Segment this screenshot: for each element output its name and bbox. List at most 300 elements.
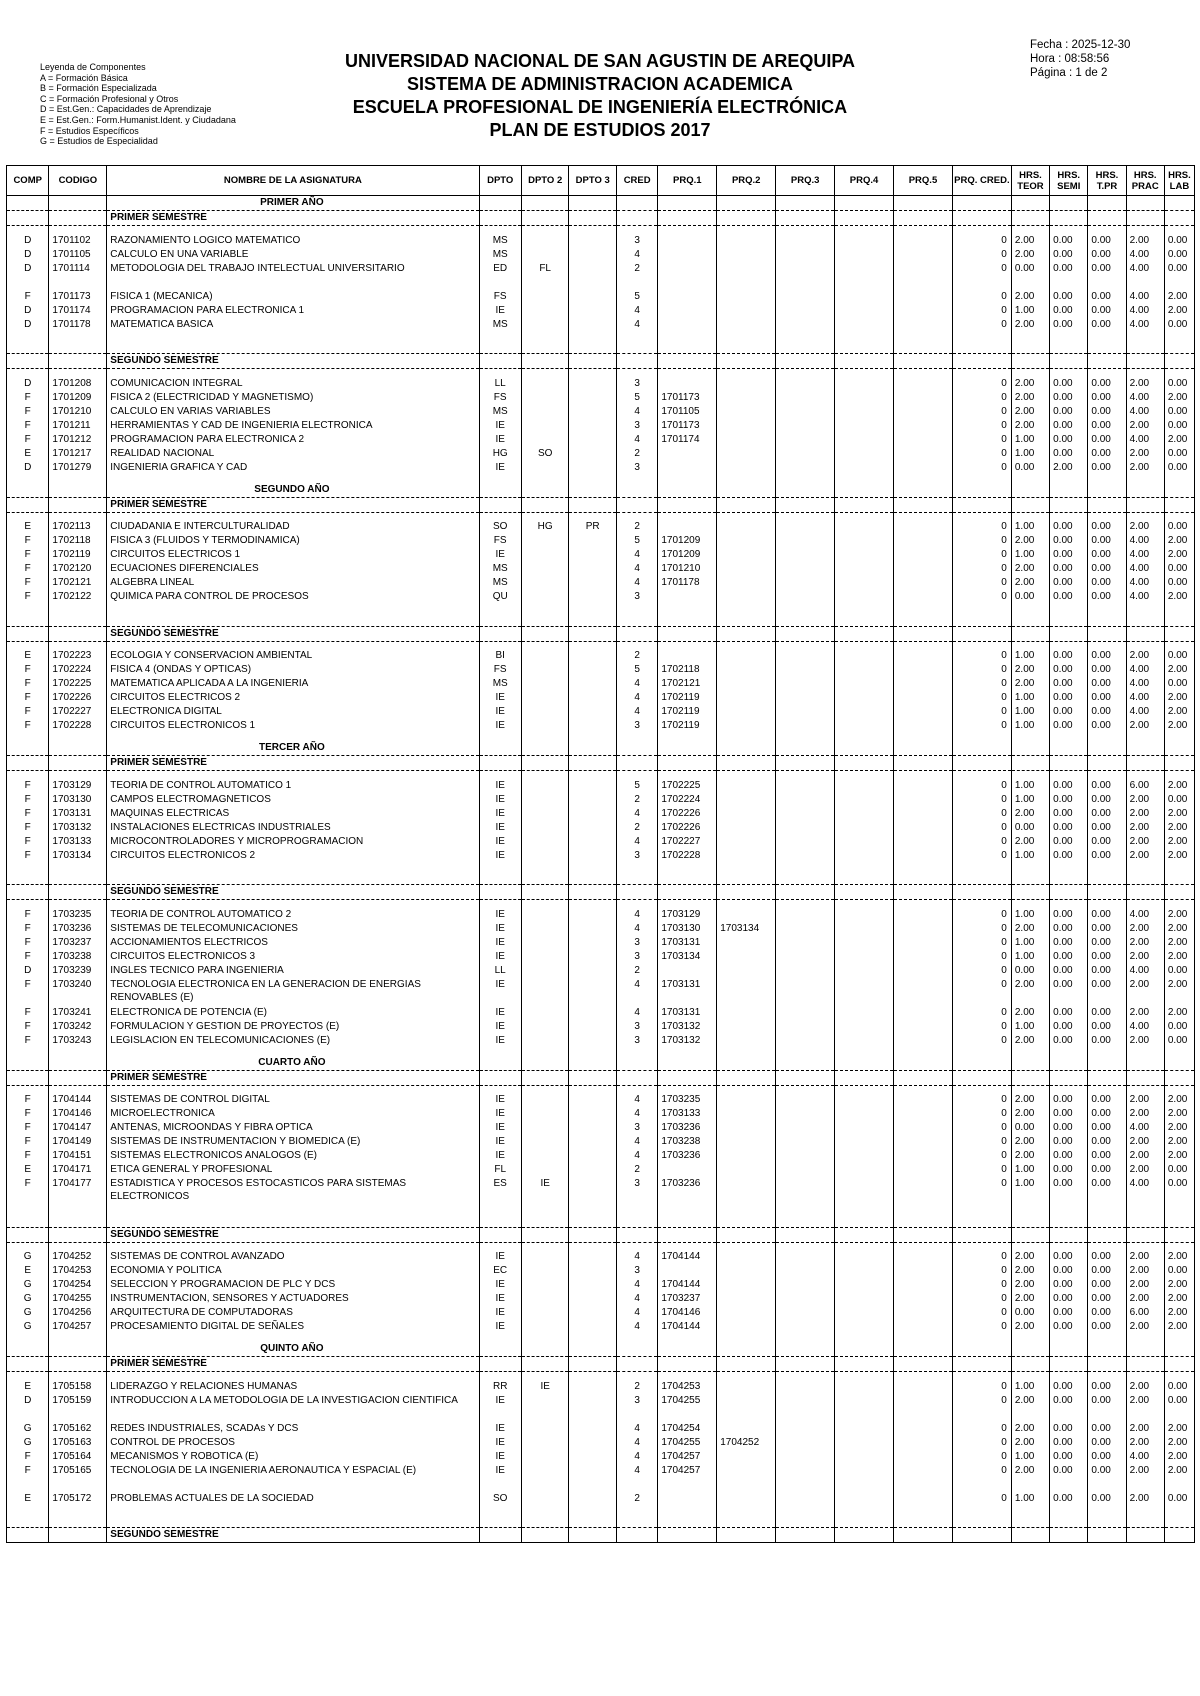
- cell-hrs-semi: 0.00: [1050, 1264, 1088, 1278]
- course-row: [7, 391, 1195, 405]
- cell-codigo: 1705163: [49, 1436, 107, 1450]
- cell-prq-5: [894, 849, 953, 863]
- cell-comp: F: [7, 1020, 49, 1034]
- cell-dpto: IE: [479, 1394, 521, 1422]
- cell-hrs-semi: 0.00: [1050, 1320, 1088, 1334]
- cell-hrs-teor: 2.00: [1011, 807, 1049, 821]
- cell-hrs-semi: 0.00: [1050, 447, 1088, 461]
- spacer-row: [7, 733, 1195, 741]
- cell-dpto-2: [521, 1020, 569, 1034]
- course-row: [7, 1264, 1195, 1278]
- cell-hrs-t-pr: 0.00: [1088, 1107, 1126, 1121]
- cell-prq-3: [776, 447, 835, 461]
- cell-dpto-2: [521, 1149, 569, 1163]
- cell-nombre-de-la-asignatura: CALCULO EN UNA VARIABLE: [107, 248, 479, 262]
- cell-prq-5: [894, 262, 953, 290]
- column-header: HRS. SEMI: [1050, 166, 1088, 196]
- cell-prq-3: [776, 461, 835, 475]
- cell-hrs-teor: 1.00: [1011, 793, 1049, 807]
- cell-prq-4: [835, 849, 894, 863]
- cell-nombre-de-la-asignatura: CAMPOS ELECTROMAGNETICOS: [107, 793, 479, 807]
- legend-item: B = Formación Especializada: [40, 83, 157, 94]
- cell-dpto: IE: [479, 807, 521, 821]
- course-row: [7, 1135, 1195, 1149]
- cell-hrs-lab: 0.00: [1164, 447, 1194, 461]
- legend-item: E = Est.Gen.: Form.Humanist.Ident. y Ciudadana: [40, 114, 236, 125]
- cell-prq-1: 1703132: [658, 1020, 717, 1034]
- cell-hrs-semi: 0.00: [1050, 663, 1088, 677]
- cell-cred: 2: [616, 821, 657, 835]
- cell-hrs-t-pr: 0.00: [1088, 590, 1126, 604]
- cell-prq-2: [717, 649, 776, 663]
- curriculum-table: [6, 165, 1195, 1543]
- course-row: [7, 433, 1195, 447]
- column-header: HRS. TEOR: [1011, 166, 1049, 196]
- cell-prq-1: 1703236: [658, 1149, 717, 1163]
- cell-prq-4: [835, 248, 894, 262]
- cell-dpto: QU: [479, 590, 521, 604]
- cell-prq-5: [894, 835, 953, 849]
- cell-nombre-de-la-asignatura: ANTENAS, MICROONDAS Y FIBRA OPTICA: [107, 1121, 479, 1135]
- cell-hrs-semi: 0.00: [1050, 1278, 1088, 1292]
- cell-prq-3: [776, 807, 835, 821]
- semester-heading-row: [7, 497, 1195, 512]
- cell-dpto-3: [569, 1292, 617, 1306]
- cell-hrs-semi: 0.00: [1050, 419, 1088, 433]
- cell-dpto-2: SO: [521, 447, 569, 461]
- cell-prq-2: [717, 1163, 776, 1177]
- cell-prq-cred: 0: [952, 1320, 1011, 1334]
- cell-prq-5: [894, 691, 953, 705]
- column-header: PRQ.3: [776, 166, 835, 196]
- cell-hrs-prac: 4.00: [1126, 391, 1164, 405]
- cell-dpto-2: [521, 377, 569, 391]
- cell-nombre-de-la-asignatura: CIRCUITOS ELECTRONICOS 1: [107, 719, 479, 733]
- cell-hrs-prac: 4.00: [1126, 908, 1164, 922]
- cell-hrs-semi: 0.00: [1050, 922, 1088, 936]
- cell-prq-5: [894, 1306, 953, 1320]
- cell-hrs-teor: 0.00: [1011, 964, 1049, 978]
- cell-cred: 2: [616, 1380, 657, 1394]
- cell-prq-1: 1701178: [658, 576, 717, 590]
- cell-cred: 2: [616, 262, 657, 290]
- cell-comp: F: [7, 576, 49, 590]
- cell-prq-2: 1703134: [717, 922, 776, 936]
- cell-prq-cred: 0: [952, 461, 1011, 475]
- column-header: PRQ. CRED.: [952, 166, 1011, 196]
- cell-hrs-semi: 0.00: [1050, 779, 1088, 793]
- cell-cred: 3: [616, 1020, 657, 1034]
- cell-hrs-t-pr: 0.00: [1088, 807, 1126, 821]
- semester-heading: SEGUNDO SEMESTRE: [107, 354, 479, 369]
- cell-hrs-lab: 0.00: [1164, 576, 1194, 590]
- cell-prq-5: [894, 779, 953, 793]
- cell-prq-1: [658, 1163, 717, 1177]
- cell-hrs-prac: 4.00: [1126, 304, 1164, 318]
- cell-dpto: IE: [479, 1422, 521, 1436]
- cell-dpto-3: [569, 234, 617, 248]
- cell-hrs-semi: 0.00: [1050, 793, 1088, 807]
- cell-nombre-de-la-asignatura: MATEMATICA APLICADA A LA INGENIERIA: [107, 677, 479, 691]
- cell-hrs-lab: 2.00: [1164, 1450, 1194, 1464]
- cell-prq-3: [776, 1177, 835, 1205]
- cell-nombre-de-la-asignatura: QUIMICA PARA CONTROL DE PROCESOS: [107, 590, 479, 604]
- cell-prq-cred: 0: [952, 391, 1011, 405]
- course-row: [7, 419, 1195, 433]
- cell-hrs-lab: 2.00: [1164, 1093, 1194, 1107]
- cell-prq-cred: 0: [952, 433, 1011, 447]
- title-line-school: ESCUELA PROFESIONAL DE INGENIERÍA ELECTRÓNICA: [352, 97, 848, 117]
- cell-comp: F: [7, 290, 49, 304]
- cell-prq-1: 1704255: [658, 1394, 717, 1422]
- cell-nombre-de-la-asignatura: TECNOLOGIA DE LA INGENIERIA AERONAUTICA Y ESPACIAL (E): [107, 1464, 479, 1492]
- cell-comp: G: [7, 1436, 49, 1450]
- course-row: [7, 290, 1195, 304]
- cell-hrs-prac: 4.00: [1126, 964, 1164, 978]
- cell-cred: 3: [616, 461, 657, 475]
- cell-comp: F: [7, 1121, 49, 1135]
- cell-nombre-de-la-asignatura: PROGRAMACION PARA ELECTRONICA 1: [107, 304, 479, 318]
- cell-hrs-teor: 2.00: [1011, 1292, 1049, 1306]
- cell-nombre-de-la-asignatura: CIRCUITOS ELECTRICOS 2: [107, 691, 479, 705]
- separator-row: [7, 612, 1195, 626]
- cell-hrs-prac: 2.00: [1126, 419, 1164, 433]
- cell-hrs-teor: 2.00: [1011, 922, 1049, 936]
- semester-heading: SEGUNDO SEMESTRE: [107, 626, 479, 641]
- year-heading-row: [7, 196, 1195, 211]
- cell-hrs-teor: 0.00: [1011, 821, 1049, 835]
- semester-heading-row: [7, 885, 1195, 900]
- course-row: [7, 677, 1195, 691]
- cell-cred: 3: [616, 1177, 657, 1205]
- cell-prq-2: [717, 548, 776, 562]
- cell-dpto-2: [521, 590, 569, 604]
- course-row: [7, 1093, 1195, 1107]
- cell-prq-1: 1702224: [658, 793, 717, 807]
- cell-hrs-teor: 1.00: [1011, 950, 1049, 964]
- cell-nombre-de-la-asignatura: TECNOLOGIA ELECTRONICA EN LA GENERACION DE ENERGIAS RENOVABLES (E): [107, 978, 479, 1006]
- cell-codigo: 1704144: [49, 1093, 107, 1107]
- cell-hrs-lab: 2.00: [1164, 433, 1194, 447]
- cell-dpto-2: [521, 793, 569, 807]
- report-date: Fecha : 2025-12-30: [1030, 39, 1131, 51]
- cell-comp: F: [7, 562, 49, 576]
- cell-hrs-semi: 0.00: [1050, 590, 1088, 604]
- cell-hrs-t-pr: 0.00: [1088, 1320, 1126, 1334]
- cell-prq-5: [894, 1450, 953, 1464]
- spacer-row: [7, 771, 1195, 779]
- cell-nombre-de-la-asignatura: CONTROL DE PROCESOS: [107, 1436, 479, 1450]
- cell-dpto-2: [521, 964, 569, 978]
- cell-nombre-de-la-asignatura: MAQUINAS ELECTRICAS: [107, 807, 479, 821]
- cell-prq-1: [658, 461, 717, 475]
- cell-dpto-2: [521, 1121, 569, 1135]
- cell-hrs-t-pr: 0.00: [1088, 318, 1126, 332]
- cell-prq-5: [894, 807, 953, 821]
- cell-comp: F: [7, 405, 49, 419]
- cell-prq-4: [835, 1107, 894, 1121]
- cell-prq-5: [894, 576, 953, 590]
- cell-hrs-t-pr: 0.00: [1088, 304, 1126, 318]
- cell-hrs-prac: 2.00: [1126, 520, 1164, 534]
- cell-prq-2: [717, 964, 776, 978]
- cell-hrs-teor: 2.00: [1011, 405, 1049, 419]
- cell-nombre-de-la-asignatura: ETICA GENERAL Y PROFESIONAL: [107, 1163, 479, 1177]
- semester-heading: SEGUNDO SEMESTRE: [107, 1528, 479, 1543]
- cell-cred: 5: [616, 534, 657, 548]
- cell-prq-4: [835, 779, 894, 793]
- cell-dpto-2: [521, 318, 569, 332]
- legend-item: C = Formación Profesional y Otros: [40, 93, 179, 104]
- course-row: [7, 1149, 1195, 1163]
- course-row: [7, 447, 1195, 461]
- cell-prq-3: [776, 391, 835, 405]
- cell-dpto-2: [521, 562, 569, 576]
- cell-prq-5: [894, 461, 953, 475]
- cell-comp: G: [7, 1278, 49, 1292]
- cell-prq-1: [658, 262, 717, 290]
- cell-dpto-2: [521, 1135, 569, 1149]
- cell-prq-1: [658, 590, 717, 604]
- cell-prq-cred: 0: [952, 377, 1011, 391]
- cell-cred: 4: [616, 548, 657, 562]
- semester-heading: PRIMER SEMESTRE: [107, 1070, 479, 1085]
- cell-hrs-prac: 2.00: [1126, 1006, 1164, 1020]
- cell-prq-1: [658, 234, 717, 248]
- cell-dpto-2: [521, 1278, 569, 1292]
- cell-dpto-3: [569, 304, 617, 318]
- cell-prq-4: [835, 1250, 894, 1264]
- cell-codigo: 1703237: [49, 936, 107, 950]
- cell-dpto: IE: [479, 1250, 521, 1264]
- cell-dpto-3: [569, 1006, 617, 1020]
- cell-prq-4: [835, 576, 894, 590]
- cell-prq-2: [717, 290, 776, 304]
- cell-prq-1: 1703238: [658, 1135, 717, 1149]
- cell-dpto-2: [521, 950, 569, 964]
- cell-nombre-de-la-asignatura: CIUDADANIA E INTERCULTURALIDAD: [107, 520, 479, 534]
- cell-prq-5: [894, 377, 953, 391]
- cell-hrs-lab: 2.00: [1164, 950, 1194, 964]
- cell-hrs-semi: 0.00: [1050, 1250, 1088, 1264]
- cell-prq-2: [717, 391, 776, 405]
- cell-prq-4: [835, 1422, 894, 1436]
- cell-comp: E: [7, 1492, 49, 1506]
- cell-hrs-semi: 0.00: [1050, 1292, 1088, 1306]
- cell-prq-3: [776, 1034, 835, 1048]
- cell-prq-2: [717, 793, 776, 807]
- cell-hrs-t-pr: 0.00: [1088, 1163, 1126, 1177]
- column-header: PRQ.1: [658, 166, 717, 196]
- cell-dpto-3: [569, 1177, 617, 1205]
- cell-prq-4: [835, 520, 894, 534]
- table-header-row: [7, 166, 1195, 196]
- cell-prq-4: [835, 663, 894, 677]
- cell-prq-4: [835, 405, 894, 419]
- cell-hrs-semi: 0.00: [1050, 1422, 1088, 1436]
- cell-prq-5: [894, 922, 953, 936]
- cell-hrs-t-pr: 0.00: [1088, 964, 1126, 978]
- cell-hrs-prac: 4.00: [1126, 534, 1164, 548]
- cell-dpto: IE: [479, 936, 521, 950]
- course-row: [7, 248, 1195, 262]
- cell-codigo: 1701178: [49, 318, 107, 332]
- cell-hrs-teor: 2.00: [1011, 576, 1049, 590]
- cell-dpto-3: [569, 964, 617, 978]
- cell-cred: 2: [616, 1492, 657, 1506]
- cell-nombre-de-la-asignatura: FISICA 4 (ONDAS Y OPTICAS): [107, 663, 479, 677]
- column-header: PRQ.4: [835, 166, 894, 196]
- cell-hrs-semi: 0.00: [1050, 576, 1088, 590]
- cell-prq-2: [717, 590, 776, 604]
- cell-hrs-prac: 2.00: [1126, 821, 1164, 835]
- cell-hrs-teor: 2.00: [1011, 663, 1049, 677]
- cell-nombre-de-la-asignatura: INGENIERIA GRAFICA Y CAD: [107, 461, 479, 475]
- cell-prq-4: [835, 1306, 894, 1320]
- cell-hrs-semi: 0.00: [1050, 1135, 1088, 1149]
- cell-hrs-t-pr: 0.00: [1088, 1464, 1126, 1492]
- cell-codigo: 1703130: [49, 793, 107, 807]
- cell-hrs-lab: 2.00: [1164, 1107, 1194, 1121]
- cell-cred: 4: [616, 1320, 657, 1334]
- cell-prq-2: [717, 1492, 776, 1506]
- cell-prq-3: [776, 1163, 835, 1177]
- cell-cred: 4: [616, 978, 657, 1006]
- cell-prq-2: [717, 1121, 776, 1135]
- cell-prq-1: [658, 304, 717, 318]
- cell-prq-2: [717, 1306, 776, 1320]
- cell-cred: 4: [616, 1149, 657, 1163]
- cell-dpto: IE: [479, 548, 521, 562]
- cell-hrs-t-pr: 0.00: [1088, 1306, 1126, 1320]
- cell-nombre-de-la-asignatura: RAZONAMIENTO LOGICO MATEMATICO: [107, 234, 479, 248]
- cell-hrs-semi: 0.00: [1050, 691, 1088, 705]
- cell-dpto-3: [569, 1034, 617, 1048]
- course-row: [7, 908, 1195, 922]
- cell-hrs-lab: 2.00: [1164, 1006, 1194, 1020]
- cell-hrs-prac: 4.00: [1126, 562, 1164, 576]
- cell-prq-cred: 0: [952, 922, 1011, 936]
- course-row: [7, 461, 1195, 475]
- cell-cred: 4: [616, 1306, 657, 1320]
- cell-prq-cred: 0: [952, 1380, 1011, 1394]
- cell-dpto-2: [521, 1422, 569, 1436]
- cell-hrs-prac: 2.00: [1126, 1264, 1164, 1278]
- cell-prq-5: [894, 663, 953, 677]
- cell-comp: F: [7, 950, 49, 964]
- cell-hrs-teor: 1.00: [1011, 849, 1049, 863]
- cell-dpto-2: [521, 234, 569, 248]
- cell-hrs-prac: 2.00: [1126, 1464, 1164, 1492]
- cell-comp: E: [7, 649, 49, 663]
- cell-dpto: IE: [479, 793, 521, 807]
- cell-dpto-3: [569, 1250, 617, 1264]
- course-row: [7, 1306, 1195, 1320]
- cell-hrs-teor: 1.00: [1011, 304, 1049, 318]
- cell-prq-4: [835, 461, 894, 475]
- cell-hrs-t-pr: 0.00: [1088, 908, 1126, 922]
- cell-dpto-3: [569, 419, 617, 433]
- cell-prq-cred: 0: [952, 821, 1011, 835]
- cell-prq-cred: 0: [952, 447, 1011, 461]
- report-page: Página : 1 de 2: [1030, 67, 1108, 79]
- cell-prq-4: [835, 1264, 894, 1278]
- cell-cred: 3: [616, 849, 657, 863]
- cell-dpto: IE: [479, 1450, 521, 1464]
- cell-hrs-prac: 2.00: [1126, 849, 1164, 863]
- year-heading-row: [7, 1342, 1195, 1357]
- cell-hrs-t-pr: 0.00: [1088, 849, 1126, 863]
- cell-hrs-semi: 0.00: [1050, 304, 1088, 318]
- cell-comp: F: [7, 1135, 49, 1149]
- cell-prq-5: [894, 964, 953, 978]
- cell-prq-cred: 0: [952, 1107, 1011, 1121]
- cell-prq-5: [894, 1034, 953, 1048]
- cell-prq-4: [835, 1034, 894, 1048]
- cell-dpto-2: FL: [521, 262, 569, 290]
- cell-prq-5: [894, 1464, 953, 1492]
- cell-hrs-prac: 2.00: [1126, 1163, 1164, 1177]
- cell-hrs-t-pr: 0.00: [1088, 562, 1126, 576]
- cell-prq-1: 1702228: [658, 849, 717, 863]
- cell-hrs-lab: 0.00: [1164, 234, 1194, 248]
- cell-hrs-t-pr: 0.00: [1088, 719, 1126, 733]
- cell-dpto: BI: [479, 649, 521, 663]
- cell-hrs-t-pr: 0.00: [1088, 377, 1126, 391]
- cell-comp: F: [7, 835, 49, 849]
- cell-comp: E: [7, 447, 49, 461]
- cell-hrs-prac: 2.00: [1126, 1135, 1164, 1149]
- cell-dpto-3: [569, 1121, 617, 1135]
- cell-dpto-3: [569, 1020, 617, 1034]
- cell-hrs-prac: 4.00: [1126, 405, 1164, 419]
- cell-prq-1: [658, 964, 717, 978]
- cell-hrs-lab: 2.00: [1164, 936, 1194, 950]
- cell-hrs-semi: 0.00: [1050, 978, 1088, 1006]
- spacer-row: [7, 332, 1195, 340]
- course-row: [7, 950, 1195, 964]
- cell-dpto-3: [569, 1394, 617, 1422]
- cell-hrs-teor: 0.00: [1011, 262, 1049, 290]
- cell-prq-1: 1704254: [658, 1422, 717, 1436]
- cell-cred: 4: [616, 304, 657, 318]
- cell-cred: 3: [616, 936, 657, 950]
- cell-hrs-lab: 0.00: [1164, 964, 1194, 978]
- cell-prq-1: 1704253: [658, 1380, 717, 1394]
- cell-cred: 4: [616, 1292, 657, 1306]
- cell-codigo: 1701173: [49, 290, 107, 304]
- cell-prq-3: [776, 950, 835, 964]
- cell-comp: F: [7, 821, 49, 835]
- cell-hrs-prac: 2.00: [1126, 1492, 1164, 1506]
- cell-hrs-teor: 1.00: [1011, 1492, 1049, 1506]
- cell-prq-4: [835, 1492, 894, 1506]
- cell-dpto-3: [569, 677, 617, 691]
- course-row: [7, 1394, 1195, 1422]
- cell-hrs-t-pr: 0.00: [1088, 1149, 1126, 1163]
- cell-codigo: 1705172: [49, 1492, 107, 1506]
- cell-codigo: 1703133: [49, 835, 107, 849]
- cell-dpto-3: [569, 978, 617, 1006]
- cell-dpto-2: [521, 1436, 569, 1450]
- cell-dpto-2: [521, 461, 569, 475]
- semester-heading: SEGUNDO SEMESTRE: [107, 885, 479, 900]
- cell-hrs-prac: 2.00: [1126, 1093, 1164, 1107]
- cell-prq-4: [835, 922, 894, 936]
- cell-hrs-t-pr: 0.00: [1088, 1135, 1126, 1149]
- cell-prq-5: [894, 1121, 953, 1135]
- cell-prq-4: [835, 1135, 894, 1149]
